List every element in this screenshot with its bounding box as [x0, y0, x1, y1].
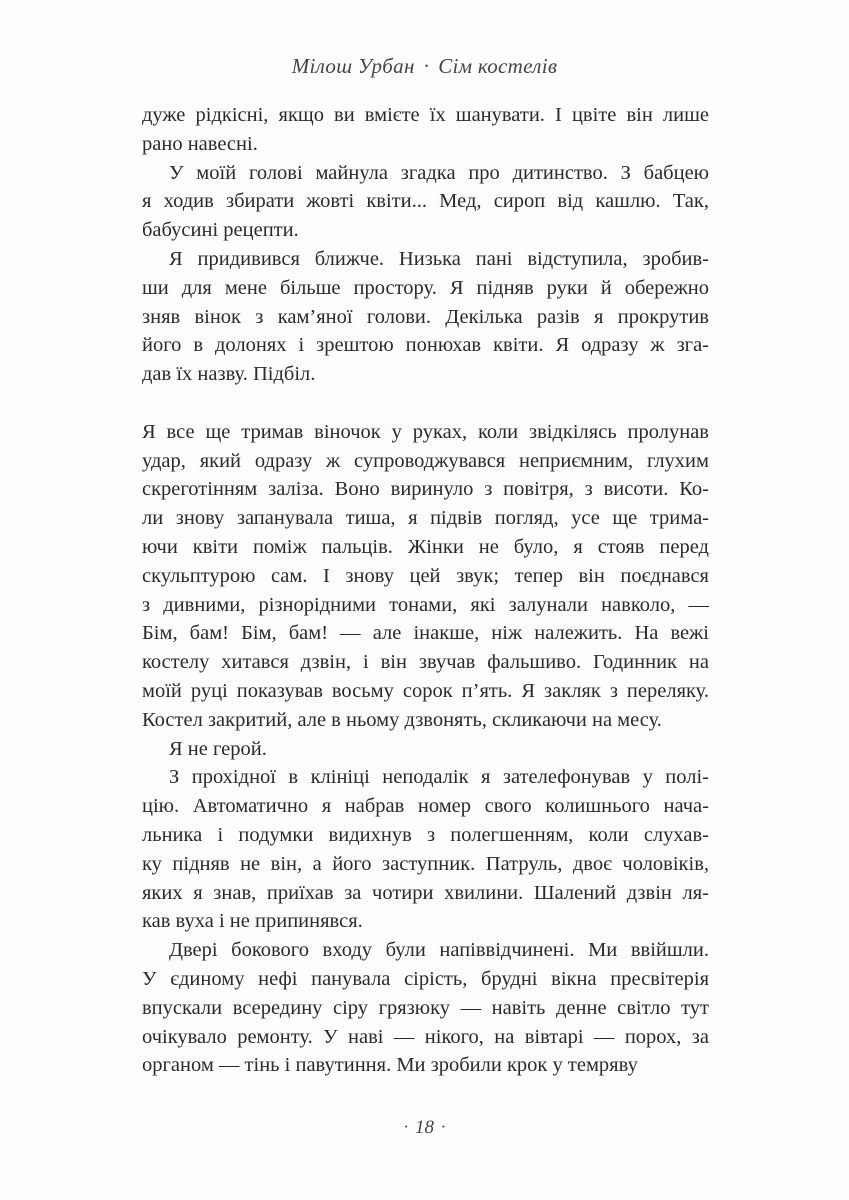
header-book-title: Сім костелів [438, 54, 558, 78]
text-line: Двері бокового входу були напіввідчинені. Ми ввійшли. [169, 939, 709, 962]
text-line: рано навесні. [142, 132, 258, 155]
text-line: впускали всередину сіру грязюку — навіть денне світло тут [142, 996, 709, 1019]
text-line: я ходив збирати жовті квіти... Мед, сироп від кашлю. Так, [142, 190, 709, 213]
page-footer [0, 1117, 849, 1139]
text-line: дав їх назву. Підбіл. [142, 363, 316, 386]
text-line: ли знову запанувала тиша, я підвів погляд, усе ще трима- [142, 507, 709, 530]
body-text [142, 101, 709, 1080]
text-line: У моїй голові майнула згадка про дитинство. З бабцею [169, 161, 709, 184]
footer-ornament-right: · [441, 1117, 446, 1136]
text-line: костелу хитався дзвін, і він звучав фальшиво. Годинник на [142, 651, 709, 674]
text-line: Я не герой. [169, 737, 267, 760]
text-line: Я все ще тримав віночок у руках, коли звідкілясь пролунав [142, 420, 709, 443]
text-line: З прохідної в клініці неподалік я зателефонував у полі- [169, 766, 709, 789]
text-line: льника і подумки видихнув з полегшенням, коли слухав- [142, 823, 709, 846]
text-line: Бім, бам! Бім, бам! — але інакше, ніж належить. На вежі [142, 622, 709, 645]
text-line: Костел закритий, але в ньому дзвонять, скликаючи на месу. [142, 708, 662, 731]
text-line: удар, який одразу ж супроводжувався неприємним, глухим [142, 449, 709, 472]
text-line: ши для мене більше простору. Я підняв руки й обережно [142, 276, 709, 299]
text-line: бабусині рецепти. [142, 219, 299, 242]
text-line: його в долонях і зрештою понюхав квіти. Я одразу ж зга- [142, 334, 709, 357]
header-author: Мілош Урбан [291, 54, 415, 78]
text-line: Я придивився ближче. Низька пані відступила, зробив- [169, 247, 709, 270]
text-line: яких я знав, приїхав за чотири хвилини. Шалений дзвін ля- [142, 881, 709, 904]
text-line: цію. Автоматично я набрав номер свого колишнього нача- [142, 795, 709, 818]
text-line: зняв вінок з кам’яної голови. Декілька разів я прокрутив [142, 305, 709, 328]
text-line: очікувало ремонту. У наві — нікого, на вівтарі — порох, за [142, 1025, 709, 1048]
text-line: ку підняв не він, а його заступник. Патруль, двоє чоловіків, [142, 852, 709, 875]
text-line: кав вуха і не припинявся. [142, 910, 363, 933]
running-header [0, 53, 849, 79]
text-line: з дивними, різнорідними тонами, які залунали навколо, — [142, 593, 709, 616]
text-line: моїй руці показував восьму сорок п’ять. Я закляк з переляку. [142, 679, 709, 702]
text-line: скульптурою сам. І знову цей звук; тепер він поєднався [142, 564, 709, 587]
header-separator: · [423, 54, 430, 78]
text-line: органом — тінь і павутиння. Ми зробили крок у темряву [142, 1054, 638, 1077]
page-number: 18 [415, 1117, 434, 1138]
text-line: У єдиному нефі панувала сірість, брудні вікна пресвітерія [142, 967, 709, 990]
text-line: скреготінням заліза. Воно виринуло з повітря, з висоти. Ко- [142, 478, 709, 501]
text-line: ючи квіти поміж пальців. Жінки не було, я стояв перед [142, 535, 709, 558]
footer-ornament-left: · [403, 1117, 408, 1136]
text-line: дуже рідкісні, якщо ви вмієте їх шанувати. І цвіте він лише [142, 104, 709, 126]
